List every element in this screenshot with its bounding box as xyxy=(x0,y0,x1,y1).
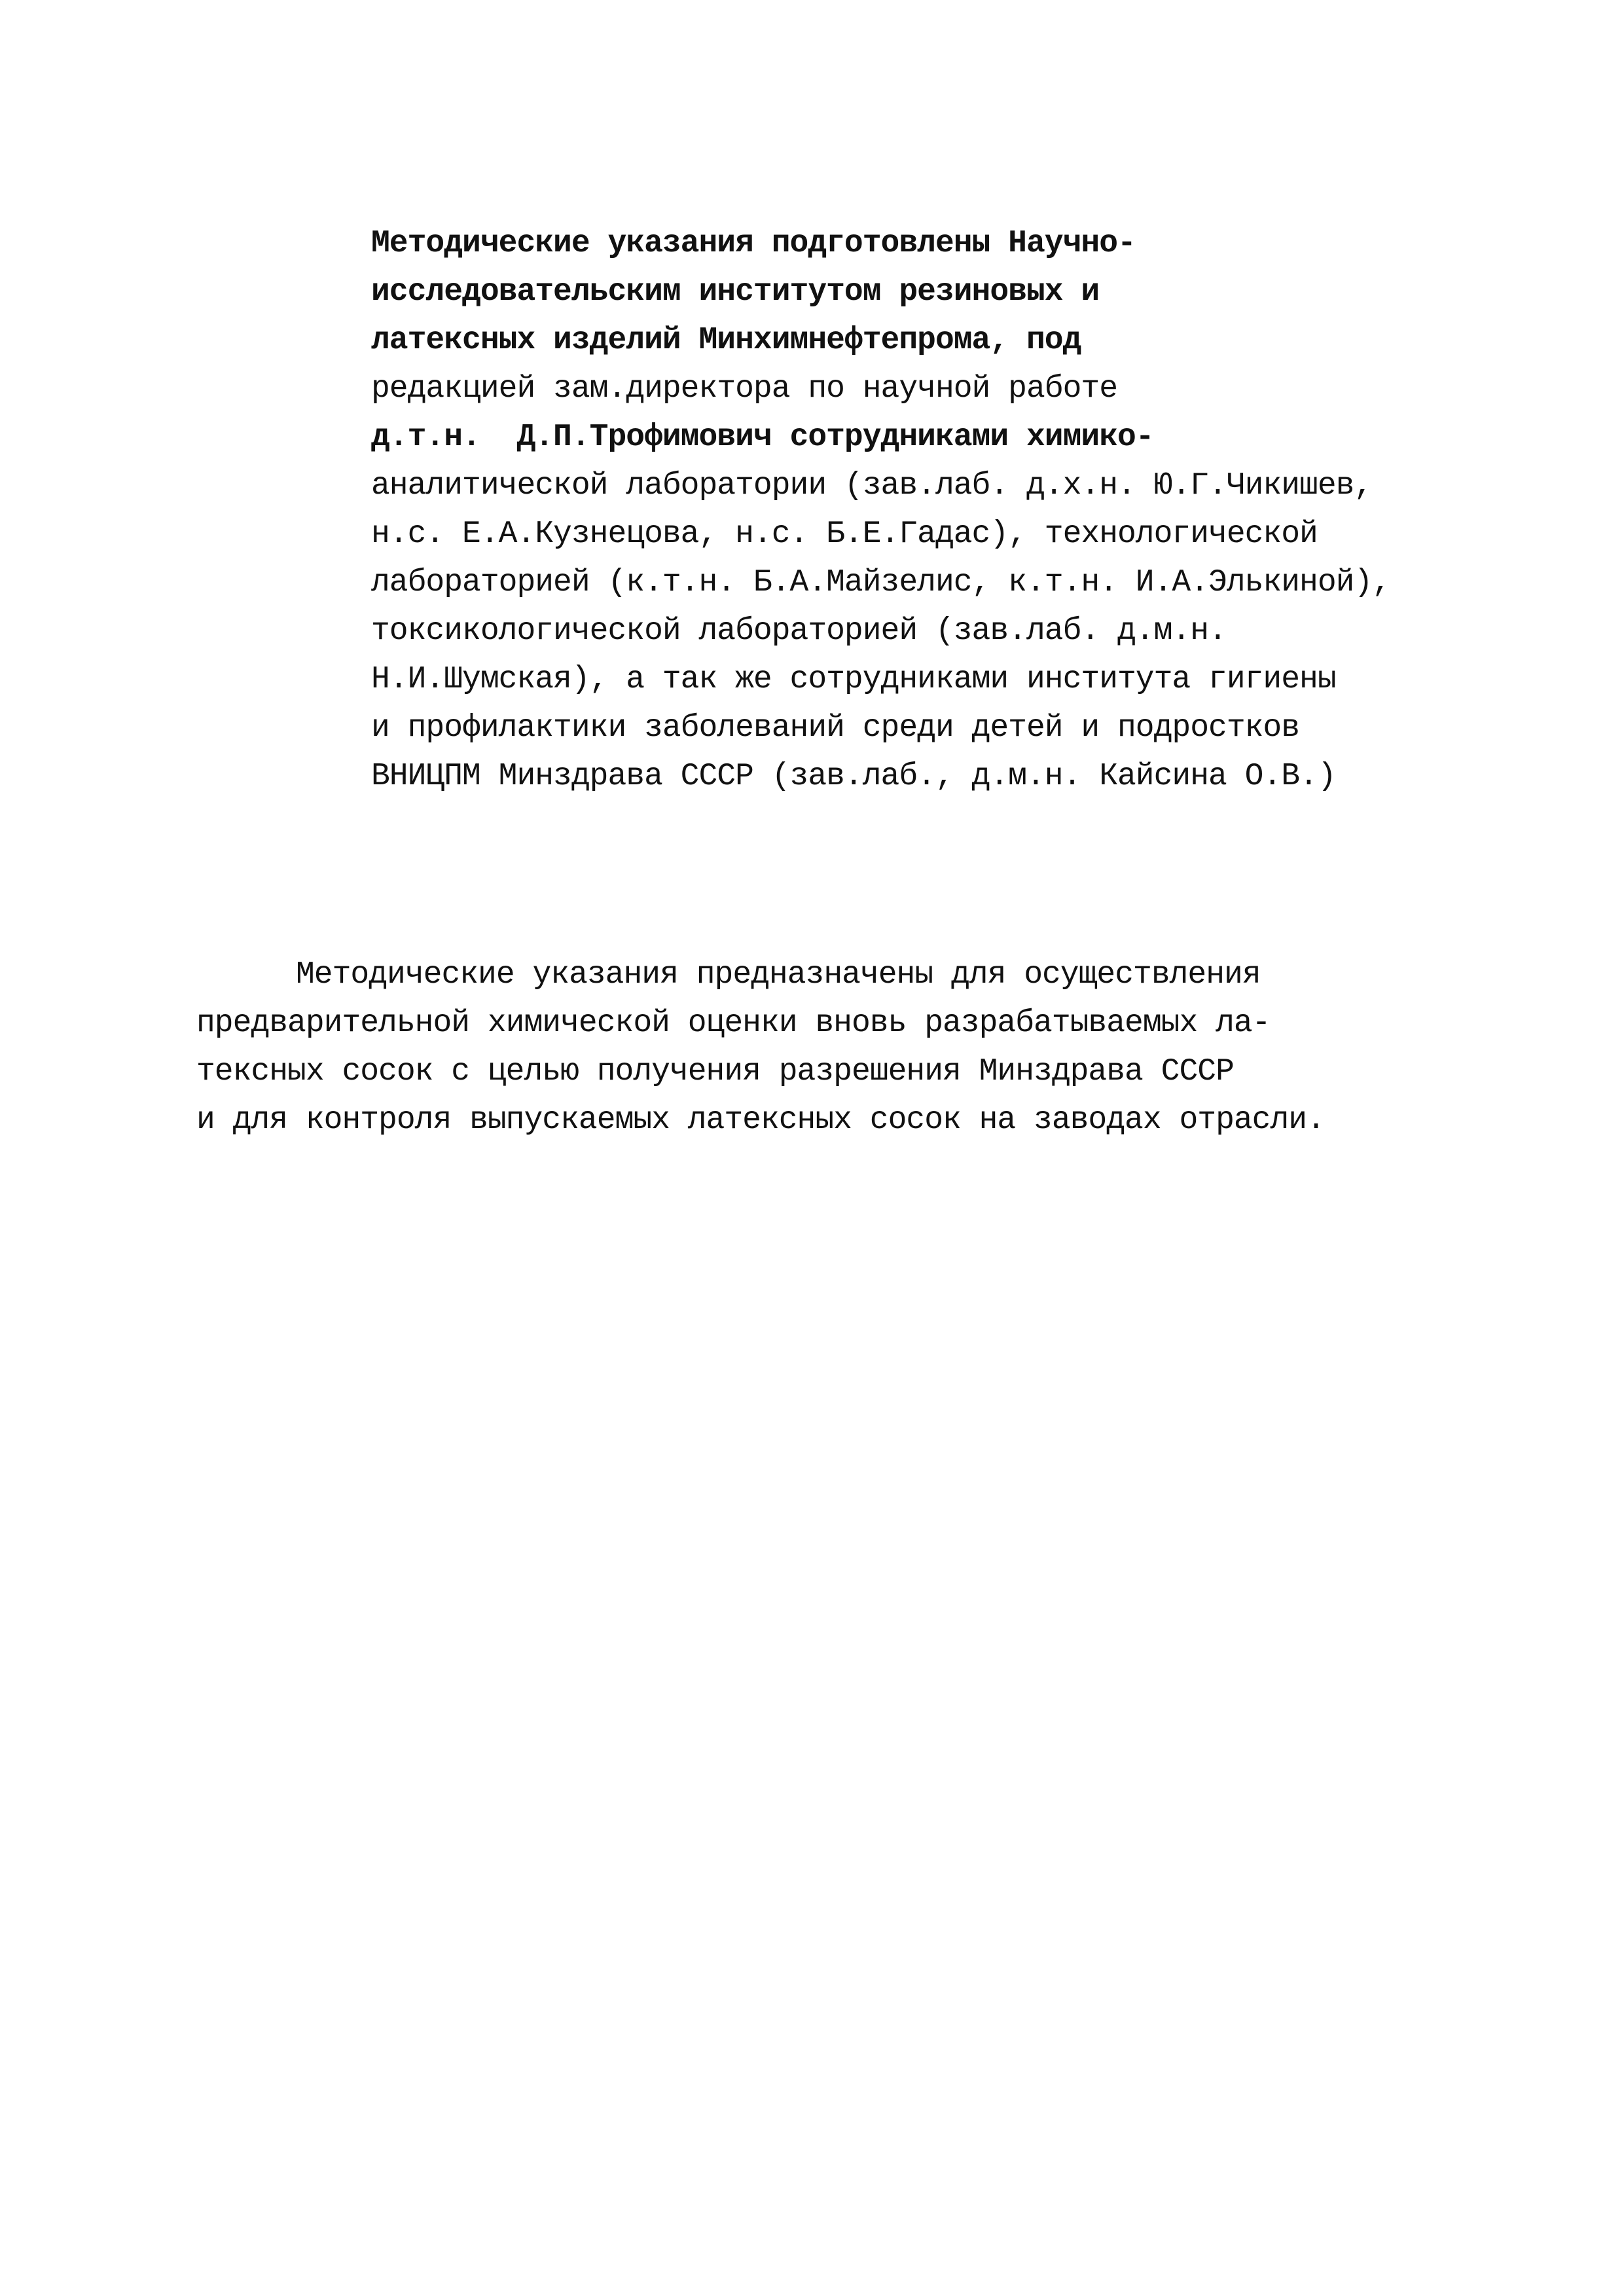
purpose-line: предварительной химической оценки вновь разрабатываемых ла- xyxy=(196,1006,1271,1041)
purpose-line: тексных сосок с целью получения разрешения Минздрава СССР xyxy=(196,1054,1234,1089)
credits-line: латексных изделий Минхимнефтепрома, под xyxy=(371,323,1081,358)
credits-line: исследовательским институтом резиновых и xyxy=(371,274,1100,310)
credits-line: Методические указания подготовлены Научно- xyxy=(371,226,1136,261)
credits-line: Н.И.Шумская), а так же сотрудниками института гигиены xyxy=(371,662,1336,697)
credits-line: и профилактики заболеваний среди детей и подростков xyxy=(371,710,1300,746)
credits-line: редакцией зам.директора по научной работе xyxy=(371,371,1117,407)
credits-line: лабораторией (к.т.н. Б.А.Майзелис, к.т.н. И.А.Элькиной), xyxy=(371,565,1391,600)
purpose-line: и для контроля выпускаемых латексных сосок на заводах отрасли. xyxy=(196,1102,1325,1138)
purpose-line: Методические указания предназначены для осуществления xyxy=(296,957,1261,993)
credits-line: ВНИЦПМ Минздрава СССР (зав.лаб., д.м.н. Кайсина О.В.) xyxy=(371,759,1336,794)
credits-line: токсикологической лабораторией (зав.лаб. д.м.н. xyxy=(371,613,1227,649)
credits-line: н.с. Е.А.Кузнецова, н.с. Б.Е.Гадас), технологической xyxy=(371,517,1318,552)
purpose-paragraph xyxy=(196,951,1440,1144)
credits-paragraph xyxy=(371,219,1510,801)
credits-line: аналитической лаборатории (зав.лаб. д.х.н. Ю.Г.Чикишев, xyxy=(371,468,1373,503)
credits-line: д.т.н. Д.П.Трофимович сотрудниками химико- xyxy=(371,420,1154,455)
